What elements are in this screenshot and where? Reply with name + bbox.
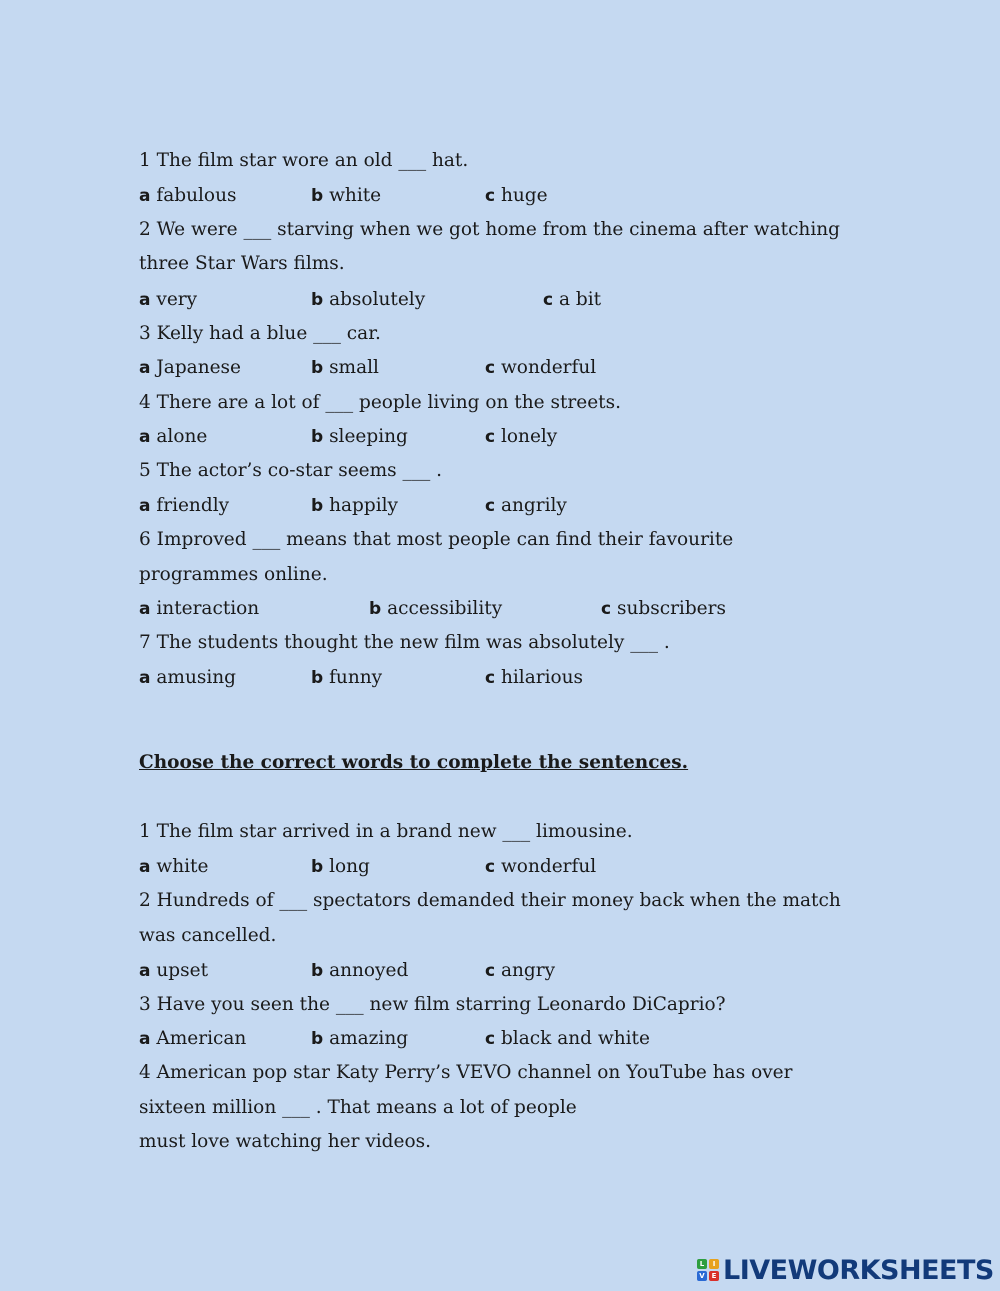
option-a[interactable]: a interaction <box>139 598 260 619</box>
option-b[interactable]: b absolutely <box>311 289 426 310</box>
part2-question-4-text-line1: 4 American pop star Katy Perry’s VEVO channel on YouTube has over <box>139 1062 793 1083</box>
option-c[interactable]: c wonderful <box>485 357 597 378</box>
question-7-text: 7 The students thought the new film was absolutely ___ . <box>139 632 670 653</box>
option-b[interactable]: b long <box>311 856 370 877</box>
part2-question-2-text-line1: 2 Hundreds of ___ spectators demanded their money back when the match <box>139 890 841 911</box>
option-b[interactable]: b amazing <box>311 1028 409 1049</box>
option-c[interactable]: c black and white <box>485 1028 650 1049</box>
option-a[interactable]: a upset <box>139 960 209 981</box>
part2-question-4-text-line3: must love watching her videos. <box>139 1131 431 1152</box>
option-a[interactable]: a white <box>139 856 209 877</box>
option-b[interactable]: b annoyed <box>311 960 409 981</box>
option-c[interactable]: c wonderful <box>485 856 597 877</box>
option-c[interactable]: c angrily <box>485 495 567 516</box>
option-c[interactable]: c hilarious <box>485 667 584 688</box>
question-3-text: 3 Kelly had a blue ___ car. <box>139 323 381 344</box>
option-a[interactable]: a friendly <box>139 495 230 516</box>
question-5-text: 5 The actor’s co-star seems ___ . <box>139 460 443 481</box>
option-a[interactable]: a alone <box>139 426 208 447</box>
question-4-text: 4 There are a lot of ___ people living on the streets. <box>139 392 621 413</box>
question-1-text: 1 The film star wore an old ___ hat. <box>139 150 469 171</box>
option-b[interactable]: b funny <box>311 667 383 688</box>
question-2-text-line2: three Star Wars films. <box>139 253 345 274</box>
logo-blocks-icon: L I V E <box>697 1259 719 1281</box>
option-b[interactable]: b white <box>311 185 382 206</box>
question-6-text-line2: programmes online. <box>139 564 328 585</box>
option-a[interactable]: a Japanese <box>139 357 241 378</box>
option-a[interactable]: a amusing <box>139 667 237 688</box>
option-c[interactable]: c a bit <box>543 289 602 310</box>
question-2-text-line1: 2 We were ___ starving when we got home from the cinema after watching <box>139 219 841 240</box>
option-c[interactable]: c huge <box>485 185 548 206</box>
section-heading: Choose the correct words to complete the sentences. <box>139 752 689 773</box>
option-c[interactable]: c subscribers <box>601 598 726 619</box>
question-6-text-line1: 6 Improved ___ means that most people can find their favourite <box>139 529 734 550</box>
option-c[interactable]: c angry <box>485 960 556 981</box>
part2-question-2-text-line2: was cancelled. <box>139 925 277 946</box>
option-a[interactable]: a fabulous <box>139 185 237 206</box>
option-b[interactable]: b sleeping <box>311 426 408 447</box>
option-a[interactable]: a very <box>139 289 198 310</box>
option-c[interactable]: c lonely <box>485 426 558 447</box>
liveworksheets-logo <box>697 1255 994 1285</box>
logo-text: LIVEWORKSHEETS <box>723 1254 994 1286</box>
option-b[interactable]: b small <box>311 357 379 378</box>
option-b[interactable]: b happily <box>311 495 398 516</box>
option-a[interactable]: a American <box>139 1028 247 1049</box>
part2-question-3-text: 3 Have you seen the ___ new film starring Leonardo DiCaprio? <box>139 994 726 1015</box>
option-b[interactable]: b accessibility <box>369 598 503 619</box>
part2-question-1-text: 1 The film star arrived in a brand new ___ limousine. <box>139 821 633 842</box>
part2-question-4-text-line2: sixteen million ___ . That means a lot of people <box>139 1097 577 1118</box>
